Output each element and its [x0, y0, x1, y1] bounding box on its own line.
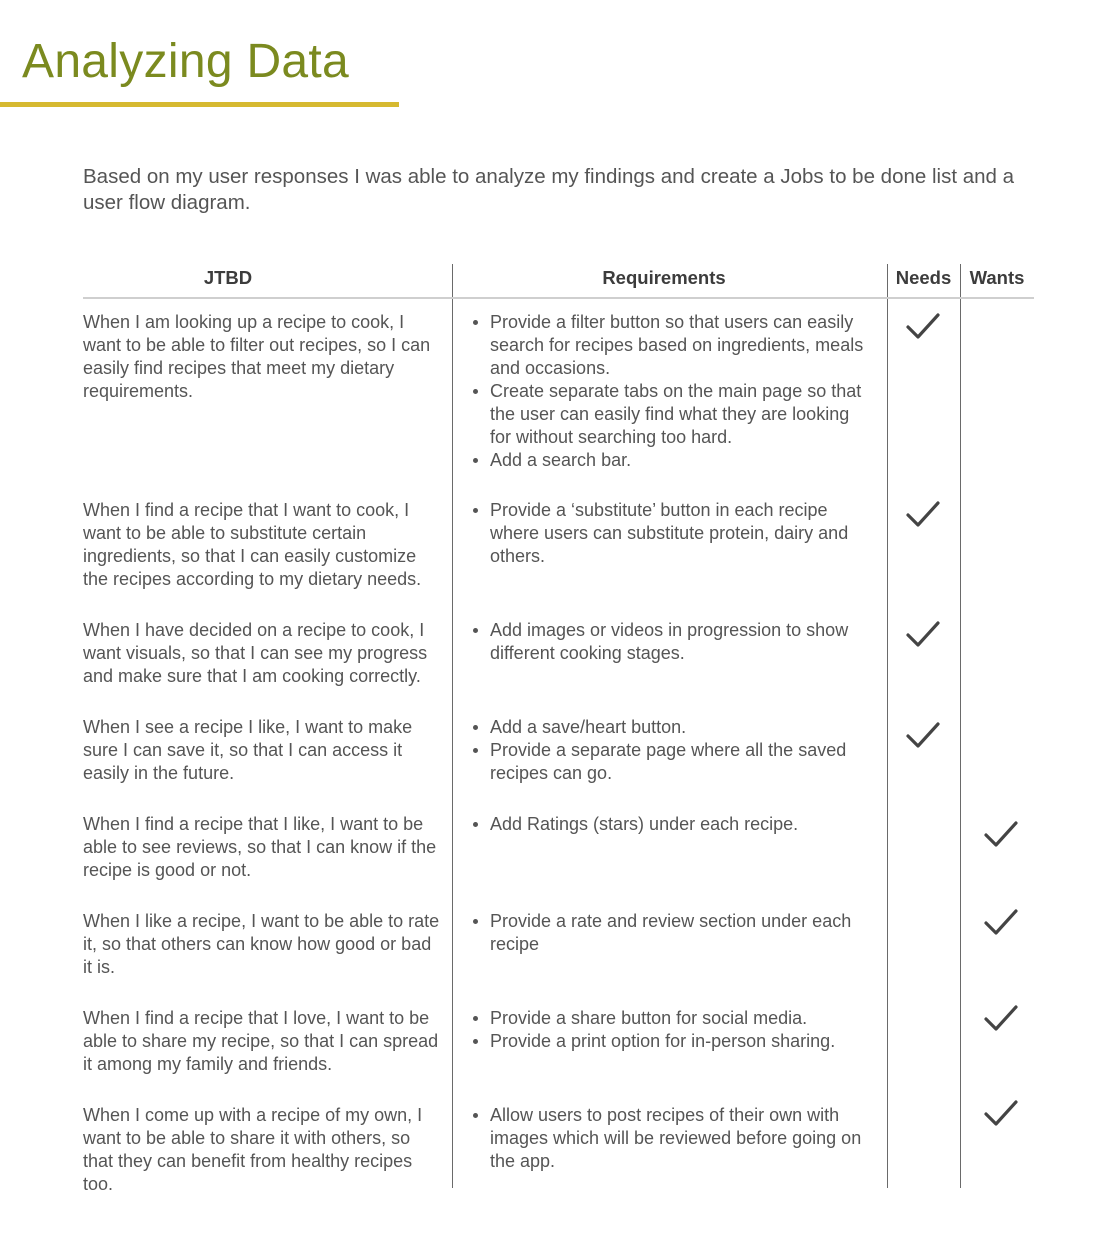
- requirements-list: [472, 311, 872, 472]
- header-divider: [83, 297, 1034, 299]
- requirements-list: [472, 716, 872, 785]
- requirement-item: Provide a ‘substitute’ button in each recipe where users can substitute protein, dairy and others.: [472, 499, 872, 568]
- page-title: Analyzing Data: [22, 35, 350, 88]
- header-needs: Needs: [895, 267, 952, 288]
- intro-paragraph: Based on my user responses I was able to analyze my findings and create a Jobs to be done list and a user flow diagram.: [83, 165, 1015, 214]
- column-divider-wants: [960, 264, 961, 1188]
- checkmark-icon: [905, 311, 941, 341]
- checkmark-icon: [983, 1098, 1019, 1128]
- jtbd-cell: When I find a recipe that I like, I want to be able to see reviews, so that I can know if the recipe is good or not.: [83, 814, 437, 880]
- header-wants: Wants: [969, 267, 1025, 288]
- jtbd-cell: When I like a recipe, I want to be able to rate it, so that others can know how good or bad it is.: [83, 911, 440, 977]
- requirements-list: [472, 1104, 872, 1173]
- jtbd-cell: When I come up with a recipe of my own, I want to be able to share it with others, so that they can benefit from healthy recipes too.: [83, 1105, 423, 1194]
- requirements-list: [472, 619, 872, 665]
- requirement-item: Add images or videos in progression to show different cooking stages.: [472, 619, 872, 665]
- requirement-item: Provide a filter button so that users can easily search for recipes based on ingredients, meals and occasions.: [472, 311, 872, 380]
- checkmark-icon: [983, 1003, 1019, 1033]
- requirements-list: [472, 813, 872, 836]
- requirement-item: Add a save/heart button.: [472, 716, 872, 739]
- requirements-list: [472, 1007, 872, 1053]
- jtbd-cell: When I am looking up a recipe to cook, I want to be able to filter out recipes, so I can easily find recipes that meet my dietary requirements.: [83, 312, 431, 401]
- header-requirements: Requirements: [602, 267, 726, 288]
- checkmark-icon: [983, 907, 1019, 937]
- requirement-item: Provide a print option for in-person sharing.: [472, 1030, 872, 1053]
- checkmark-icon: [905, 499, 941, 529]
- requirements-list: [472, 499, 872, 568]
- checkmark-icon: [905, 619, 941, 649]
- checkmark-icon: [983, 819, 1019, 849]
- jtbd-cell: When I find a recipe that I love, I want to be able to share my recipe, so that I can spread it among my family and friends.: [83, 1008, 439, 1074]
- jtbd-cell: When I have decided on a recipe to cook, I want visuals, so that I can see my progress and make sure that I am cooking correctly.: [83, 620, 428, 686]
- title-underline: [0, 102, 399, 107]
- requirement-item: Allow users to post recipes of their own with images which will be reviewed before going on the app.: [472, 1104, 872, 1173]
- column-divider-needs: [887, 264, 888, 1188]
- jtbd-cell: When I find a recipe that I want to cook, I want to be able to substitute certain ingredients, so that I can easily customize the recipes according to my dietary needs.: [83, 500, 422, 589]
- requirement-item: Provide a separate page where all the saved recipes can go.: [472, 739, 872, 785]
- header-jtbd: JTBD: [203, 267, 253, 288]
- requirement-item: Provide a share button for social media.: [472, 1007, 872, 1030]
- requirement-item: Create separate tabs on the main page so that the user can easily find what they are looking for without searching too hard.: [472, 380, 872, 449]
- checkmark-icon: [905, 720, 941, 750]
- requirement-item: Add Ratings (stars) under each recipe.: [472, 813, 872, 836]
- column-divider-requirements: [452, 264, 453, 1188]
- requirement-item: Add a search bar.: [472, 449, 872, 472]
- requirements-list: [472, 910, 872, 956]
- jtbd-cell: When I see a recipe I like, I want to make sure I can save it, so that I can access it easily in the future.: [83, 717, 413, 783]
- requirement-item: Provide a rate and review section under each recipe: [472, 910, 872, 956]
